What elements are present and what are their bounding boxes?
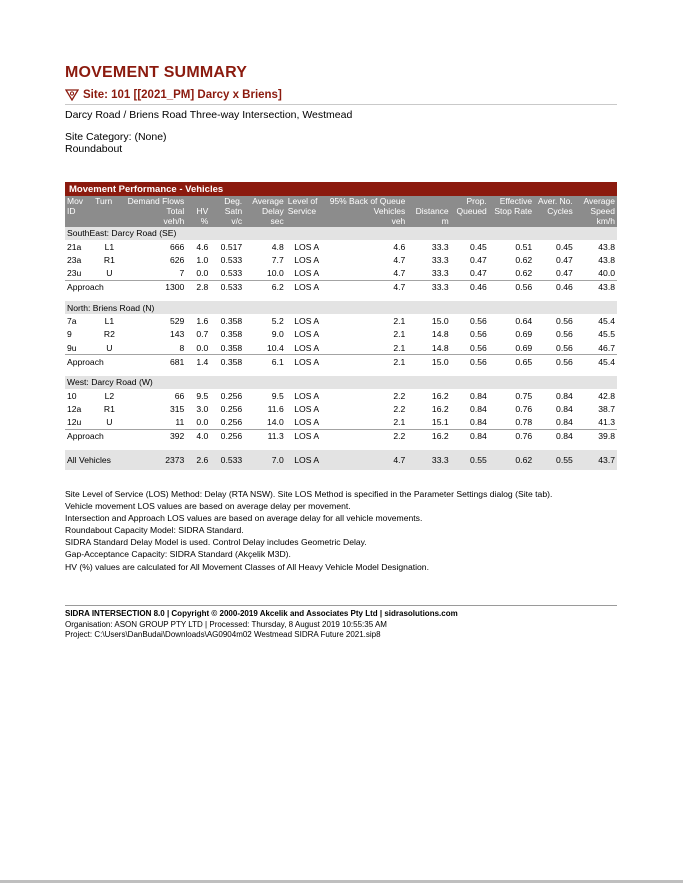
table-cell: 10.4 [267,342,284,353]
column-header: Average [244,196,286,206]
table-cell: 16.2 [431,390,449,401]
table-cell: 0.46 [534,280,575,294]
column-header: Total [126,206,187,216]
table-cell: 0.84 [556,403,573,414]
column-header: HV [186,206,210,216]
table-cell: 7a [67,316,77,327]
column-header: veh [328,216,408,226]
table-cell: 0.47 [470,254,487,265]
table-cell: 46.7 [598,342,615,353]
approach-label: Approach [65,355,126,369]
table-cell: LOS A [294,254,320,265]
table-cell: 1300 [126,280,187,294]
notes-block [65,488,552,573]
table-cell: 15.1 [431,417,449,428]
table-cell: 0.533 [220,268,243,279]
table-cell: 2.1 [393,329,406,340]
approach-group-header [65,301,617,314]
note-line: Site Level of Service (LOS) Method: Delay (RTA NSW). Site LOS Method is specified in the Parameter Settings dialog (Site tab). [65,489,553,499]
table-cell: 0.84 [556,390,573,401]
table-cell: 681 [126,355,187,369]
column-header: % [186,216,210,226]
spacer-cell [65,369,617,376]
column-header: 95% Back of Queue [329,196,406,206]
table-cell: R1 [103,254,115,265]
table-cell: 23a [67,254,82,265]
table-cell: 3.0 [196,403,209,414]
table-cell: 2373 [126,450,187,470]
table-cell: 143 [169,329,185,340]
site-category: Site Category: (None) [65,131,167,143]
column-header [286,216,328,226]
table-cell: U [106,342,113,353]
table-cell: 10 [67,390,77,401]
column-header [489,216,534,226]
table-cell: LOS A [286,355,328,369]
table-cell: R1 [103,403,115,414]
footer-project: Project: C:\Users\DanBudai\Downloads\AG0904m02 Westmead SIDRA Future 2021.sip8 [65,630,381,639]
table-cell: 6.2 [244,280,286,294]
table-cell: 38.7 [598,403,615,414]
table-cell: LOS A [294,342,320,353]
table-cell: 1.4 [186,355,210,369]
column-header [451,216,489,226]
table-cell: 0.69 [515,329,533,340]
table-cell: 11.3 [244,429,286,443]
table-cell: 0.84 [534,429,575,443]
table-cell: L1 [104,241,115,252]
table-cell: 0.533 [210,450,244,470]
column-header: m [407,216,450,226]
column-header: ID [65,206,93,216]
table-cell: 0.62 [515,268,533,279]
table-cell: 2.8 [186,280,210,294]
table-title-row [65,182,617,196]
table-cell: 0.56 [556,316,573,327]
table-cell: 4.0 [186,429,210,443]
table-cell: 626 [169,254,185,265]
footer-organisation: Organisation: ASON GROUP PTY LTD | Processed: Thursday, 8 August 2019 10:55:35 AM [65,619,387,629]
table-cell: 2.1 [393,342,406,353]
roundabout-site-icon [65,89,79,101]
table-cell: 21a [67,241,82,252]
table-cell: 12u [67,417,82,428]
table-cell: 33.3 [407,450,450,470]
table-cell: U [106,417,113,428]
table-cell: 0.56 [556,342,573,353]
table-cell: 0.64 [515,316,533,327]
table-cell: 0.533 [210,280,244,294]
table-cell: 0.76 [489,429,534,443]
table-cell: 14.8 [431,329,449,340]
table-cell: 9.5 [271,390,284,401]
column-header: Distance [407,206,450,216]
note-line: SIDRA Standard Delay Model is used. Control Delay includes Geometric Delay. [65,537,367,548]
table-cell: 16.2 [431,403,449,414]
table-cell: 0.0 [196,268,209,279]
column-header [186,196,210,206]
table-cell: 2.2 [393,390,406,401]
page-title: MOVEMENT SUMMARY [65,64,248,81]
table-cell: 0.75 [515,390,533,401]
table-cell: 0.358 [220,329,243,340]
table-cell: 12a [67,403,82,414]
table-cell: 4.7 [393,268,406,279]
column-header: Effective [489,196,534,206]
movement-row [65,415,617,429]
table-cell: 9.5 [196,390,209,401]
table-cell: 4.7 [328,450,408,470]
column-header: km/h [575,216,617,226]
table-title: Movement Performance - Vehicles [65,182,617,196]
table-cell: 0.56 [489,280,534,294]
table-cell: 0.0 [196,342,209,353]
table-cell: 11 [175,417,185,428]
table-cell: 9.0 [271,329,284,340]
column-header: Queued [451,206,489,216]
table-cell: 7.7 [271,254,284,265]
table-cell: 43.8 [575,280,617,294]
table-cell: 0.256 [220,403,243,414]
table-cell: 0.56 [470,342,487,353]
site-location: Darcy Road / Briens Road Three-way Intersection, Westmead [65,109,353,121]
table-cell: 33.3 [407,280,450,294]
table-cell: U [106,268,113,279]
approach-total-row [65,355,617,369]
table-cell: 15.0 [431,316,449,327]
spacer-row [65,369,617,376]
column-header: Average [575,196,617,206]
table-cell: 45.4 [598,316,615,327]
column-header: v/c [210,216,244,226]
approach-name: North: Briens Road (N) [65,301,617,314]
table-cell: 0.62 [515,254,533,265]
column-header: Demand Flows [127,196,185,206]
table-cell: 42.8 [598,390,615,401]
table-cell: 0.358 [210,355,244,369]
column-header: Stop Rate [489,206,534,216]
site-label: Site: 101 [[2021_PM] Darcy x Briens] [83,89,282,101]
table-cell: 0.78 [515,417,533,428]
table-cell: 0.56 [470,316,487,327]
table-cell: LOS A [286,429,328,443]
column-header: Delay [244,206,286,216]
table-cell: 39.8 [575,429,617,443]
table-cell: 0.56 [556,329,573,340]
table-cell: R2 [103,329,115,340]
column-header: Speed [575,206,617,216]
report-footer [65,605,617,641]
approach-group-header [65,376,617,389]
approach-total-row [65,280,617,294]
all-vehicles-label: All Vehicles [65,450,126,470]
column-header [534,216,575,226]
table-cell: LOS A [294,403,320,414]
table-cell: 2.6 [186,450,210,470]
column-header: Prop. [451,196,489,206]
note-line: Intersection and Approach LOS values are based on average delay for all vehicle movements. [65,513,423,524]
approach-group-header [65,227,617,240]
movement-row [65,240,617,253]
table-header-row [65,216,617,226]
table-cell: 9 [67,329,72,340]
table-cell: LOS A [294,390,320,401]
table-cell: 0.56 [534,355,575,369]
table-cell: LOS A [286,450,328,470]
movement-row [65,328,617,341]
column-header [407,196,450,206]
table-cell: 0.256 [210,429,244,443]
table-cell: 0.84 [451,429,489,443]
table-cell: 0.51 [515,241,533,252]
column-header: Vehicles [328,206,408,216]
table-cell: 2.1 [328,355,408,369]
table-cell: 23u [67,268,82,279]
table-cell: 15.0 [407,355,450,369]
site-type: Roundabout [65,143,123,155]
movement-row [65,267,617,281]
column-header: Deg. [210,196,244,206]
table-cell: 0.84 [470,417,487,428]
table-cell: 0.7 [196,329,209,340]
table-cell: 33.3 [431,268,449,279]
table-cell: 9u [67,342,77,353]
table-cell: 0.45 [556,241,573,252]
column-header: Turn [93,196,126,206]
table-cell: 0.47 [470,268,487,279]
site-heading [65,88,617,105]
table-cell: 315 [169,403,185,414]
column-header [93,206,126,216]
movement-row [65,341,617,355]
approach-label: Approach [65,429,126,443]
approach-name: West: Darcy Road (W) [65,376,617,389]
table-cell: 43.8 [598,241,615,252]
table-cell: 6.1 [244,355,286,369]
spacer-cell [65,294,617,301]
table-cell: 45.4 [575,355,617,369]
all-vehicles-row [65,450,617,470]
table-cell: 41.3 [598,417,615,428]
table-cell: 10.0 [267,268,284,279]
table-cell: 0.47 [556,254,573,265]
table-cell: 4.6 [393,241,406,252]
table-cell: 16.2 [407,429,450,443]
table-cell: 0.55 [534,450,575,470]
table-cell: LOS A [294,329,320,340]
table-cell: 529 [169,316,185,327]
table-cell: 0.47 [556,268,573,279]
table-cell: 2.2 [328,429,408,443]
note-line: HV (%) values are calculated for All Movement Classes of All Heavy Vehicle Model Designation. [65,561,429,572]
table-cell: 40.0 [598,268,615,279]
table-cell: LOS A [286,280,328,294]
column-header [65,216,93,226]
table-cell: 4.7 [393,254,406,265]
table-cell: 14.0 [267,417,284,428]
table-cell: 0.0 [196,417,209,428]
table-cell: 33.3 [431,254,449,265]
table-cell: 0.62 [489,450,534,470]
table-cell: 2.1 [393,316,406,327]
table-cell: 11.6 [267,403,284,414]
column-header: Service [286,206,328,216]
table-cell: L1 [104,316,115,327]
table-cell: 0.55 [451,450,489,470]
column-header [93,216,126,226]
approach-total-row [65,429,617,443]
table-cell: 5.2 [271,316,284,327]
table-cell: 666 [169,241,185,252]
table-cell: 66 [174,390,185,401]
table-cell: 0.45 [470,241,487,252]
table-cell: 0.533 [220,254,243,265]
table-cell: LOS A [294,417,320,428]
table-cell: 7 [179,268,185,279]
table-cell: 4.6 [196,241,209,252]
spacer-row [65,294,617,301]
table-cell: 0.84 [470,403,487,414]
movement-row [65,314,617,327]
table-cell: 7.0 [244,450,286,470]
footer-copyright: SIDRA INTERSECTION 8.0 | Copyright © 2000-2019 Akcelik and Associates Pty Ltd | sidrasolutions.com [65,609,458,618]
table-cell: 2.2 [393,403,406,414]
table-cell: 0.517 [220,241,243,252]
table-cell: 0.256 [220,390,243,401]
table-cell: 0.84 [556,417,573,428]
movement-row [65,402,617,415]
table-cell: 8 [179,342,185,353]
movement-row [65,389,617,402]
note-line: Vehicle movement LOS values are based on average delay per movement. [65,501,351,512]
note-line: Roundabout Capacity Model: SIDRA Standard. [65,525,244,536]
approach-label: Approach [65,280,126,294]
table-cell: 392 [126,429,187,443]
table-cell: 43.7 [575,450,617,470]
column-header: Cycles [534,206,575,216]
column-header: Satn [210,206,244,216]
column-header: veh/h [126,216,187,226]
table-cell: 33.3 [431,241,449,252]
table-cell: 0.56 [470,329,487,340]
table-cell: 0.46 [451,280,489,294]
table-cell: 14.8 [431,342,449,353]
note-line: Gap-Acceptance Capacity: SIDRA Standard (Akçelik M3D). [65,549,291,560]
table-cell: 0.358 [220,342,243,353]
table-cell: LOS A [294,316,320,327]
table-cell: LOS A [294,268,320,279]
table-cell: 1.6 [196,316,209,327]
spacer-row [65,443,617,450]
table-cell: 0.65 [489,355,534,369]
table-cell: 4.7 [328,280,408,294]
table-cell: 0.256 [220,417,243,428]
table-cell: 1.0 [196,254,209,265]
table-cell: 0.56 [451,355,489,369]
table-cell: LOS A [294,241,320,252]
column-header: Aver. No. [534,196,575,206]
table-header-row [65,196,617,206]
table-cell: 0.69 [515,342,533,353]
approach-name: SouthEast: Darcy Road (SE) [65,227,617,240]
column-header: Level of [286,196,328,206]
table-cell: 43.8 [598,254,615,265]
table-cell: 45.5 [598,329,615,340]
movement-performance-table [65,182,617,470]
column-header: Mov [65,196,93,206]
table-cell: 4.8 [271,241,284,252]
table-cell: L2 [104,390,115,401]
table-cell: 0.358 [220,316,243,327]
table-header-row [65,206,617,216]
table-cell: 0.84 [470,390,487,401]
table-cell: 0.76 [515,403,533,414]
column-header: sec [244,216,286,226]
movement-row [65,253,617,266]
table-cell: 2.1 [393,417,406,428]
spacer-cell [65,443,617,450]
